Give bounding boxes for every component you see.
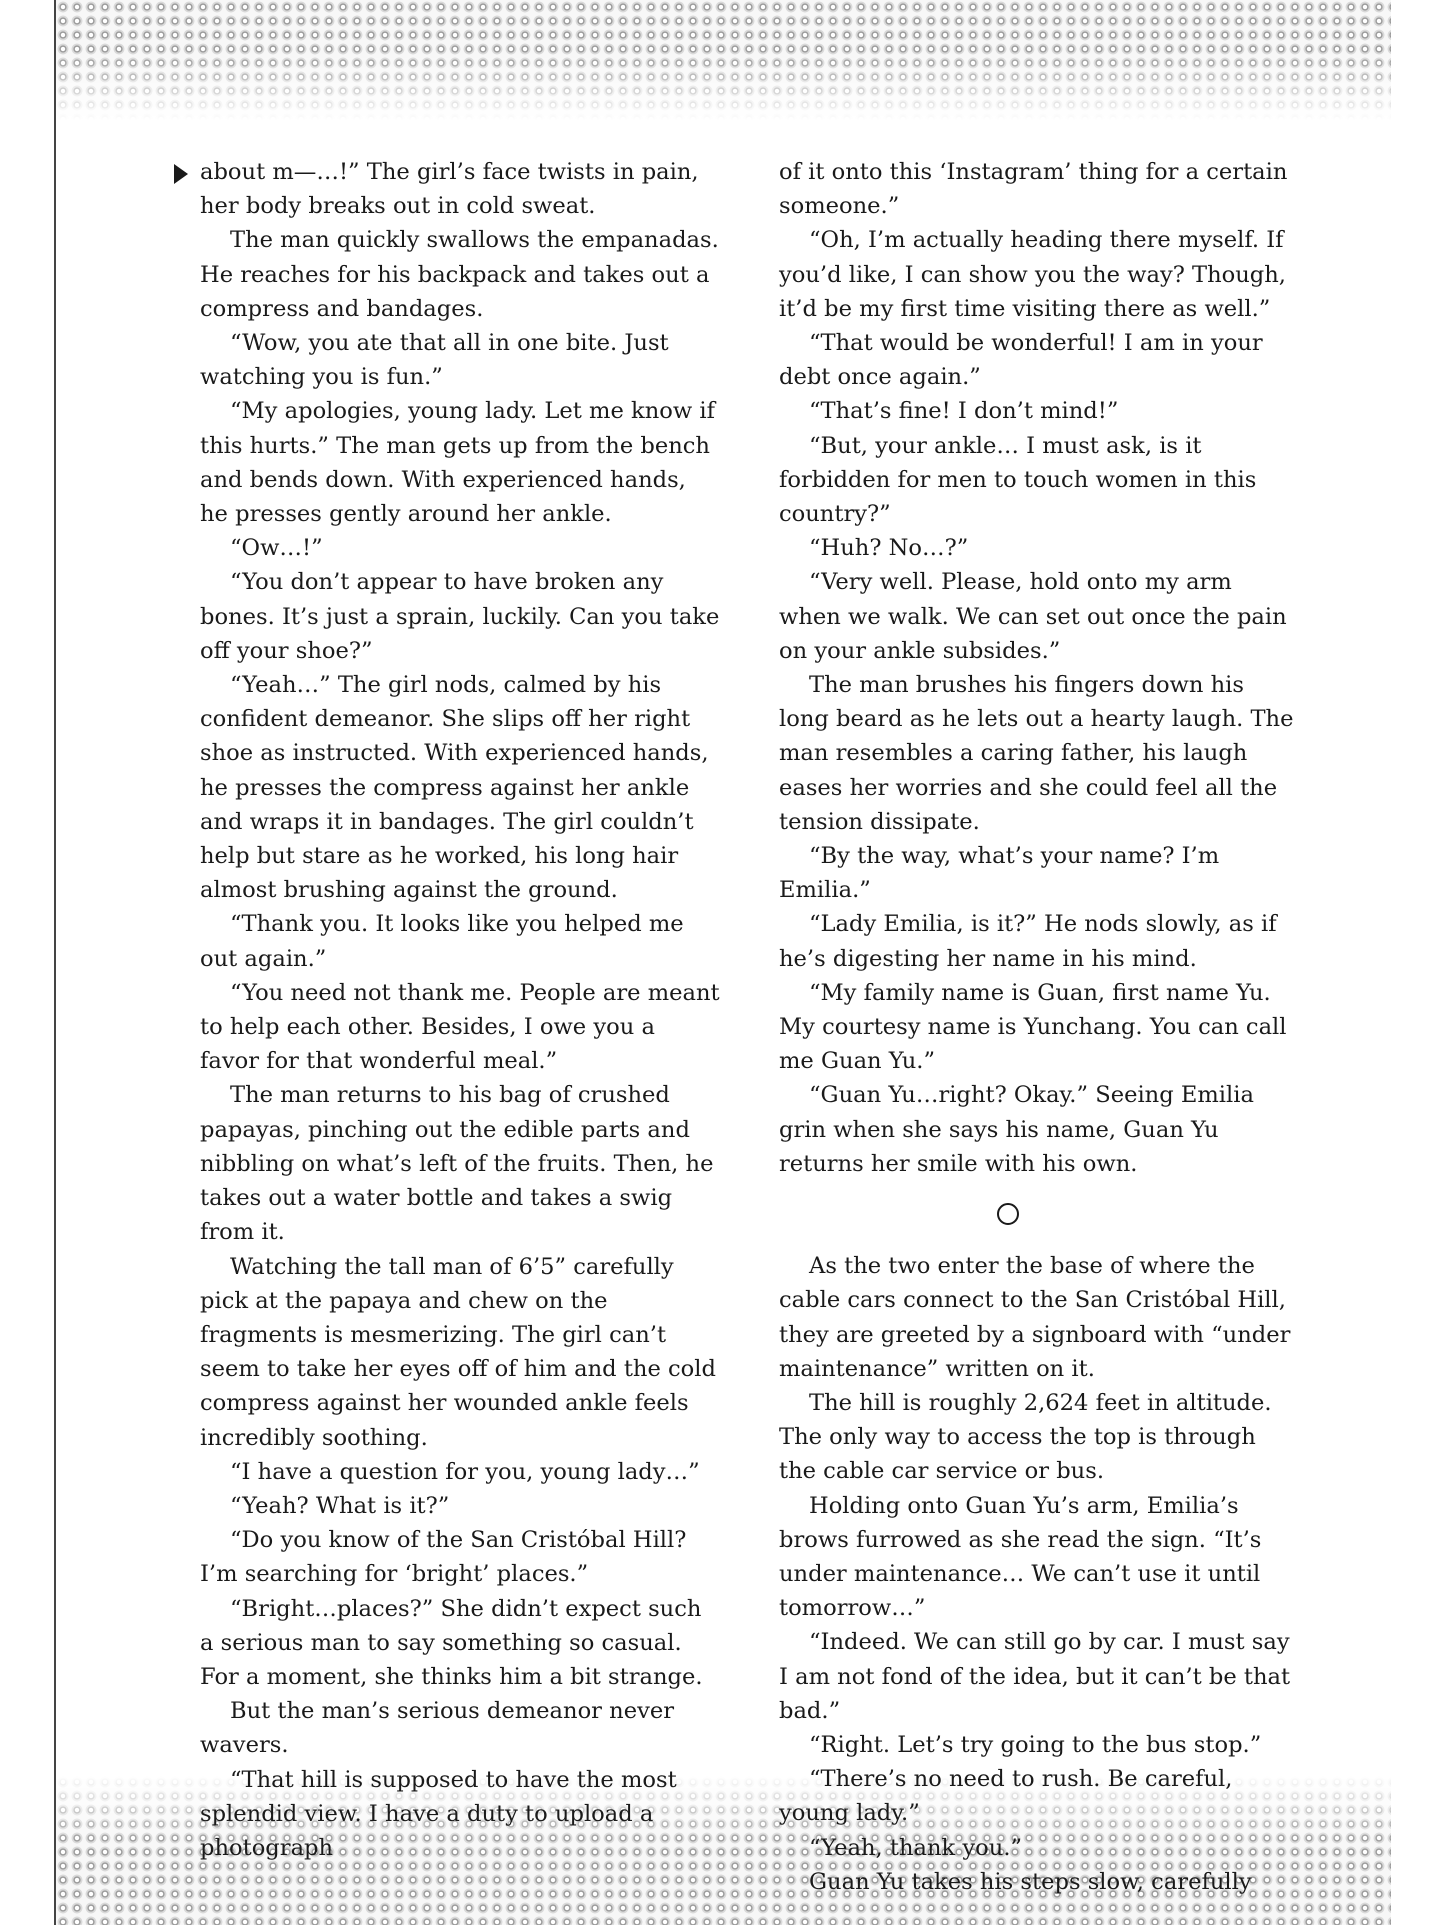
paragraph: “Yeah, thank you.” xyxy=(809,1834,1023,1861)
paragraph: “Wow, you ate that all in one bite. Just watching you is fun.” xyxy=(200,330,669,391)
paragraph: “There’s no need to rush. Be careful, young lady.” xyxy=(779,1766,1233,1827)
continuation-arrow-icon xyxy=(174,164,188,184)
paragraph: “That’s fine! I don’t mind!” xyxy=(809,398,1119,425)
paragraph: of it onto this ‘Instagram’ thing for a certain someone.” xyxy=(779,159,1288,220)
paragraph: “You need not thank me. People are meant to help each other. Besides, I owe you a favor for that wonderful meal.” xyxy=(200,979,720,1075)
paragraph: The hill is roughly 2,624 feet in altitude. The only way to access the top is through the cable car service or bus. xyxy=(779,1389,1272,1485)
paragraph: The man returns to his bag of crushed papayas, pinching out the edible parts and nibbling on what’s left of the fruits. Then, he takes out a water bottle and takes a swig from it. xyxy=(200,1082,714,1246)
paragraph: But the man’s serious demeanor never wavers. xyxy=(200,1698,675,1759)
paragraph: “Lady Emilia, is it?” He nods slowly, as if he’s digesting her name in his mind. xyxy=(779,911,1277,972)
paragraph: “Bright…places?” She didn’t expect such a serious man to say something so casual. For a moment, she thinks him a bit strange. xyxy=(200,1595,703,1690)
paragraph: “That would be wonderful! I am in your debt once again.” xyxy=(779,330,1263,391)
paragraph: Watching the tall man of 6’5” carefully pick at the papaya and chew on the fragments is mesmerizing. The girl can’t seem to take her eyes off of him and the cold compress against her wounded ankle feels incredibly soothing. xyxy=(200,1253,716,1451)
paragraph: “Yeah? What is it?” xyxy=(230,1492,450,1519)
paragraph: “By the way, what’s your name? I’m Emilia.” xyxy=(779,843,1220,904)
paragraph: “Right. Let’s try going to the bus stop.” xyxy=(809,1731,1262,1758)
paragraph: Guan Yu takes his steps slow, carefully xyxy=(809,1868,1252,1895)
paragraph: “Indeed. We can still go by car. I must say I am not fond of the idea, but it can’t be that bad.” xyxy=(779,1629,1291,1724)
paragraph: “Very well. Please, hold onto my arm when we walk. We can set out once the pain on your ankle subsides.” xyxy=(779,569,1287,664)
paragraph: “That hill is supposed to have the most splendid view. I have a duty to upload a photograph xyxy=(200,1766,677,1861)
paragraph: “My apologies, young lady. Let me know if this hurts.” The man gets up from the bench and bends down. With experienced hands, he presses gently around her ankle. xyxy=(200,398,715,528)
paragraph: As the two enter the base of where the cable cars connect to the San Cristóbal Hill, they are greeted by a signboard with “under maintenance” written on it. xyxy=(779,1253,1291,1382)
paragraph: “You don’t appear to have broken any bones. It’s just a sprain, luckily. Can you take off your shoe?” xyxy=(200,569,720,664)
circle-icon xyxy=(997,1203,1019,1225)
right-text-column xyxy=(779,155,1299,1899)
paragraph: “But, your ankle… I must ask, is it forbidden for men to touch women in this country?” xyxy=(779,432,1257,528)
left-text-column xyxy=(200,155,720,1865)
paragraph: about m—…!” The girl’s face twists in pain, her body breaks out in cold sweat. xyxy=(200,159,699,220)
paragraph: “I have a question for you, young lady…” xyxy=(230,1458,700,1485)
paragraph: “Do you know of the San Cristóbal Hill? I’m searching for ‘bright’ places.” xyxy=(200,1527,687,1588)
paragraph: Holding onto Guan Yu’s arm, Emilia’s brows furrowed as she read the sign. “It’s under maintenance… We can’t use it until tomorrow…” xyxy=(779,1492,1262,1622)
page-left-rule xyxy=(54,0,56,1925)
paragraph: “My family name is Guan, first name Yu. My courtesy name is Yunchang. You can call me Guan Yu.” xyxy=(779,979,1287,1075)
paragraph: “Huh? No…?” xyxy=(809,535,969,562)
paragraph: “Oh, I’m actually heading there myself. If you’d like, I can show you the way? Though, it’d be my first time visiting there as well.” xyxy=(779,227,1286,322)
header-dot-pattern xyxy=(56,0,1391,120)
paragraph: “Ow…!” xyxy=(230,535,323,562)
paragraph: “Guan Yu…right? Okay.” Seeing Emilia grin when she says his name, Guan Yu returns her smile with his own. xyxy=(779,1082,1254,1177)
paragraph: “Yeah…” The girl nods, calmed by his confident demeanor. She slips off her right shoe as instructed. With experienced hands, he presses the compress against her ankle and wraps it in bandages. The girl couldn’t help but stare as he worked, his long hair almost brushing against the ground. xyxy=(200,672,709,904)
scene-break xyxy=(779,1181,1299,1249)
paragraph: The man brushes his fingers down his long beard as he lets out a hearty laugh. The man resembles a caring father, his laugh eases her worries and she could feel all the tension dissipate. xyxy=(779,672,1294,835)
paragraph: The man quickly swallows the empanadas. He reaches for his backpack and takes out a compress and bandages. xyxy=(200,227,719,322)
paragraph: “Thank you. It looks like you helped me out again.” xyxy=(200,911,684,972)
